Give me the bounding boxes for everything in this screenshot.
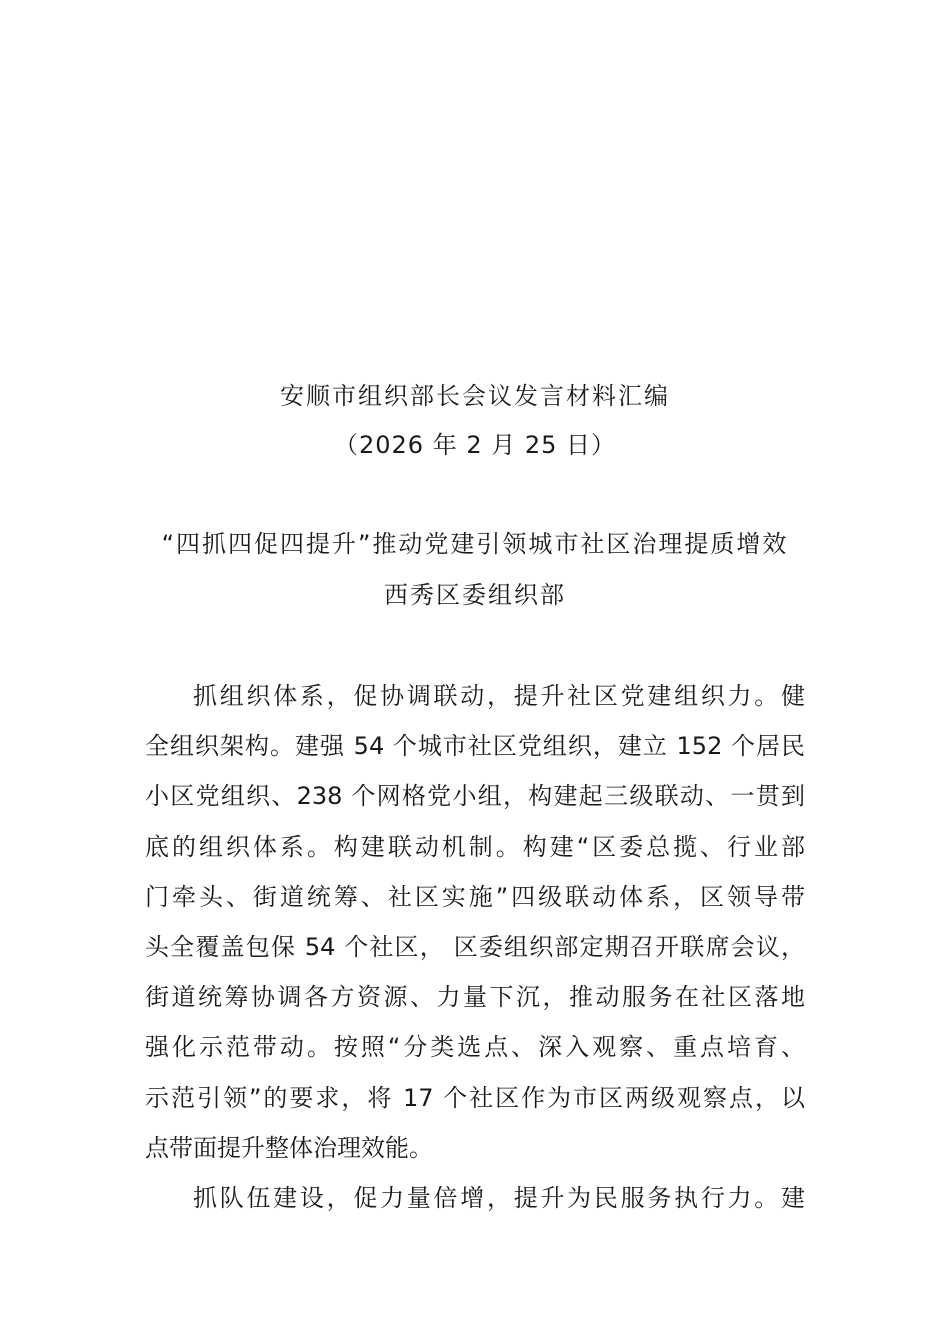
body-line: 示范引领”的要求，将 17 个社区作为市区两级观察点，以 [145, 1083, 805, 1112]
body-line: 点带面提升整体治理效能。 [145, 1133, 433, 1162]
body-line: 头全覆盖包保 54 个社区， 区委组织部定期召开联席会议， [145, 932, 805, 961]
body-line: 全组织架构。建强 54 个城市社区党组织，建立 152 个居民 [145, 732, 805, 761]
body-line: 强化示范带动。按照“分类选点、深入观察、重点培育、 [145, 1033, 805, 1062]
compilation-date: （2026 年 2 月 25 日） [333, 431, 617, 459]
body-line: 街道统筹协调各方资源、力量下沉，推动服务在社区落地 [145, 983, 805, 1012]
body-line: 抓组织体系，促协调联动，提升社区党建组织力。健 [193, 682, 805, 710]
compilation-title: 安顺市组织部长会议发言材料汇编 [280, 382, 670, 410]
body-line: 小区党组织、238 个网格党小组，构建起三级联动、一贯到 [145, 782, 805, 811]
body-line: 门牵头、街道统筹、社区实施”四级联动体系，区领导带 [145, 882, 805, 911]
body-line: 抓队伍建设，促力量倍增，提升为民服务执行力。建 [193, 1183, 805, 1212]
speech-title: “四抓四促四提升”推动党建引领城市社区治理提质增效 [161, 530, 789, 558]
body-text [145, 671, 805, 1223]
body-line: 底的组织体系。构建联动机制。构建“区委总揽、行业部 [145, 832, 805, 861]
speech-author: 西秀区委组织部 [384, 581, 566, 609]
